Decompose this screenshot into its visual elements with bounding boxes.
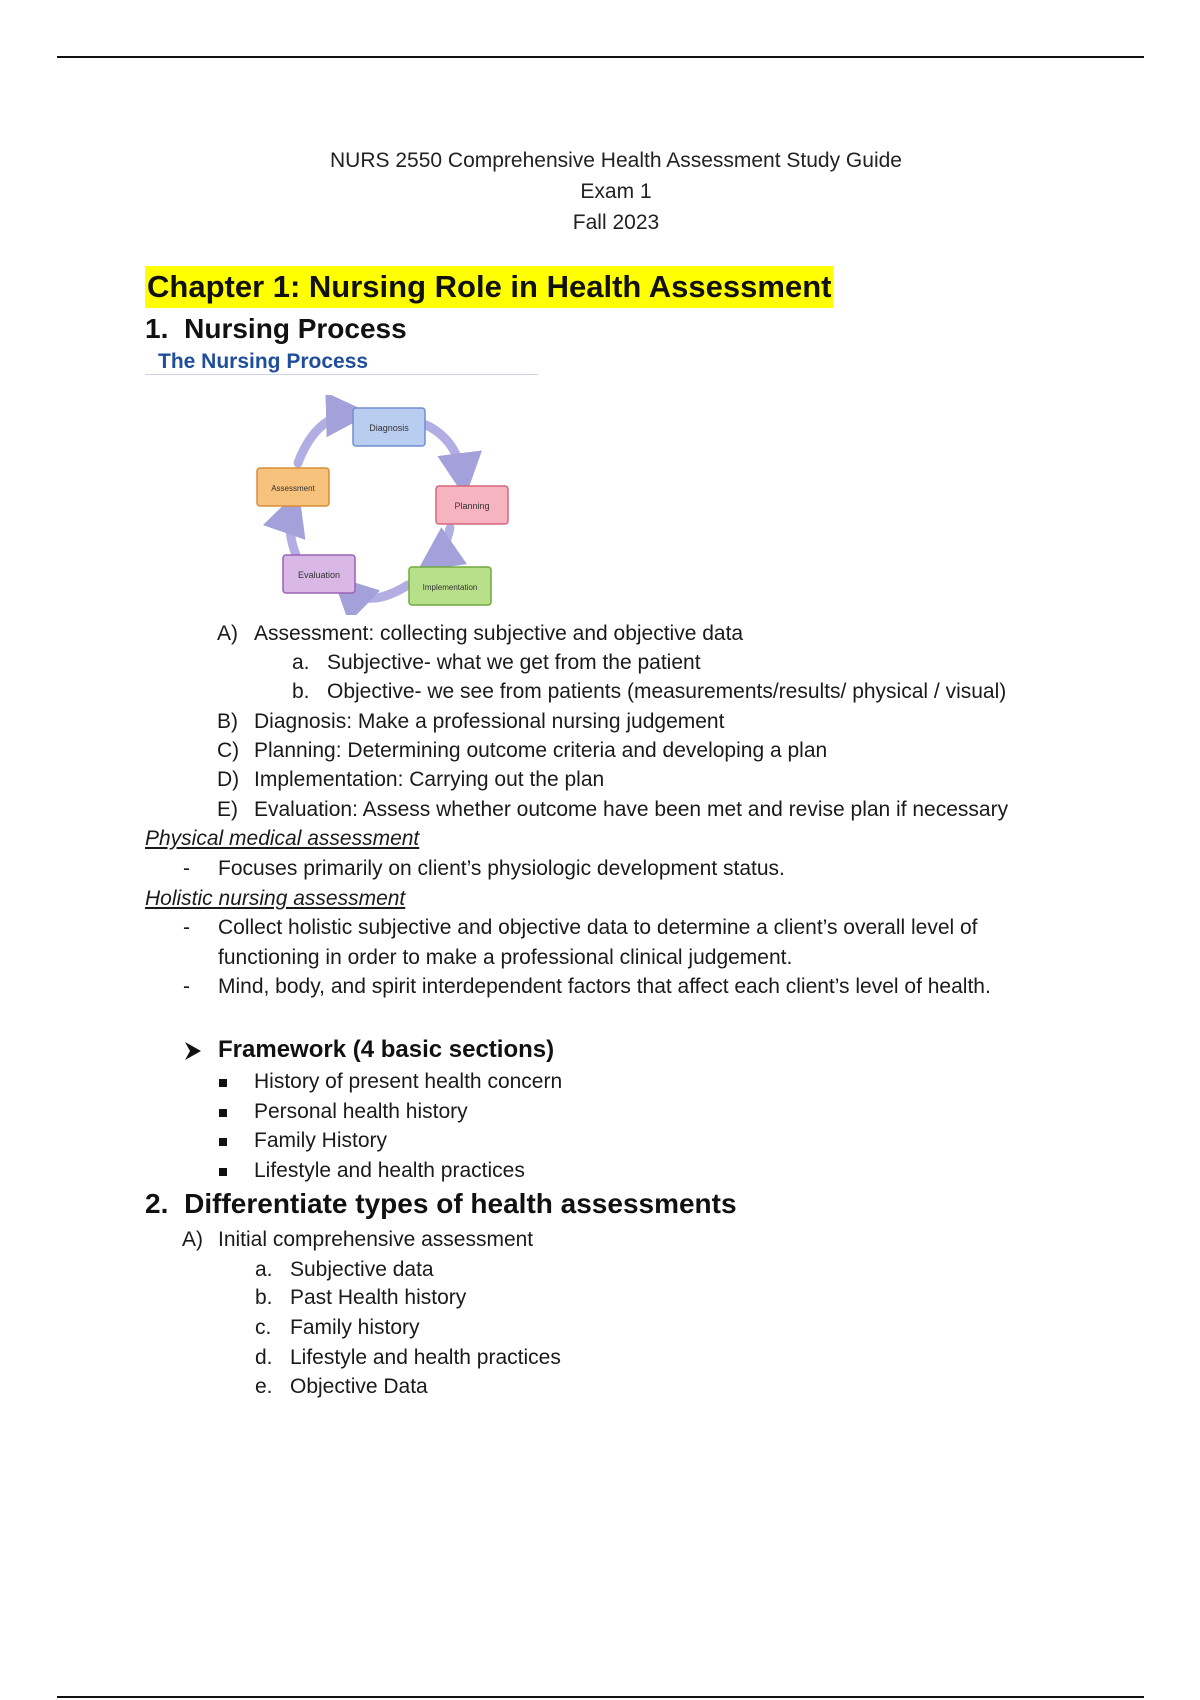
figure-title-rule [145, 374, 538, 375]
step-a-sub-a-text: Subjective- what we get from the patient [327, 651, 701, 674]
nursing-process-diagram [150, 395, 540, 615]
framework-item-text: Family History [254, 1129, 388, 1152]
arrow-assessment-to-diagnosis [298, 414, 353, 463]
framework-item-text: Lifestyle and health practices [254, 1159, 525, 1182]
dash-marker: - [183, 857, 190, 880]
square-bullet-icon [219, 1138, 227, 1146]
step-a [217, 622, 744, 646]
holistic-bullet-1 [183, 916, 978, 940]
node-planning [436, 486, 508, 524]
section-1-title: Nursing Process [184, 313, 407, 344]
header-exam: Exam 1 [580, 180, 652, 203]
node-diagnosis-label: Diagnosis [369, 423, 409, 433]
step-b-text: Diagnosis: Make a professional nursing judgement [254, 710, 725, 733]
bottom-rule [57, 1696, 1144, 1698]
top-rule [57, 56, 1144, 58]
section-2-subitem-marker: c. [255, 1316, 272, 1339]
square-bullet-icon [219, 1079, 227, 1087]
node-planning-label: Planning [454, 501, 490, 511]
dash-marker: - [183, 975, 190, 998]
section-2-subitem-text: Objective Data [290, 1375, 428, 1398]
step-e-marker: E) [217, 798, 238, 821]
step-b-marker: B) [217, 710, 238, 733]
node-assessment [257, 468, 329, 506]
header-term: Fall 2023 [572, 211, 660, 234]
holistic-bullet-2-text: Mind, body, and spirit interdependent factors that affect each client’s level of health. [218, 975, 991, 998]
step-a-sub-b-marker: b. [292, 680, 310, 703]
section-1-number: 1. [145, 313, 169, 344]
arrow-evaluation-to-assessment [290, 507, 298, 560]
section-2-subitem [255, 1258, 434, 1282]
arrow-planning-to-implementation [432, 528, 450, 561]
square-bullet-icon [219, 1168, 227, 1176]
document-header [0, 145, 1200, 238]
framework-item-text: Personal health history [254, 1100, 468, 1123]
section-1-heading [145, 313, 407, 345]
section-2-item-a-marker: A) [182, 1228, 203, 1251]
node-evaluation [283, 555, 355, 593]
section-2-subitem-text: Subjective data [290, 1258, 434, 1281]
dash-marker: - [183, 916, 190, 939]
step-b [217, 710, 725, 734]
node-implementation [409, 567, 491, 605]
arrow-diagnosis-to-planning [426, 425, 463, 480]
section-2-heading [145, 1188, 737, 1220]
framework-title: Framework (4 basic sections) [218, 1036, 555, 1063]
node-implementation-label: Implementation [422, 583, 478, 592]
holistic-bullet-1-line-1: Collect holistic subjective and objective data to determine a client’s overall level of [218, 916, 978, 939]
holistic-assessment-heading: Holistic nursing assessment [145, 887, 406, 910]
step-c [217, 739, 828, 763]
node-diagnosis [353, 408, 425, 446]
node-assessment-label: Assessment [271, 484, 315, 493]
section-2-subitem [255, 1316, 420, 1340]
figure-title: The Nursing Process [158, 350, 369, 373]
step-c-marker: C) [217, 739, 240, 762]
holistic-bullet-1-line-2: functioning in order to make a professional clinical judgement. [218, 946, 793, 969]
section-2-subitem-text: Family history [290, 1316, 420, 1339]
section-2-subitem-text: Past Health history [290, 1286, 467, 1309]
section-2-subitem-marker: e. [255, 1375, 273, 1398]
chapter-heading: Chapter 1: Nursing Role in Health Assessment [145, 266, 833, 308]
section-2-subitem [255, 1346, 561, 1370]
square-bullet-icon [219, 1109, 227, 1117]
physical-assessment-bullet [183, 857, 785, 881]
section-2-subitem-marker: d. [255, 1346, 273, 1369]
arrowhead-bullet-icon [183, 1040, 203, 1062]
section-2-subitem [255, 1375, 428, 1399]
physical-assessment-heading: Physical medical assessment [145, 827, 420, 850]
step-d-text: Implementation: Carrying out the plan [254, 768, 605, 791]
step-c-text: Planning: Determining outcome criteria and developing a plan [254, 739, 828, 762]
step-a-sub-a [292, 651, 701, 675]
section-2-item-a [182, 1228, 534, 1252]
step-a-sub-b [292, 680, 1007, 704]
framework-item-text: History of present health concern [254, 1070, 563, 1093]
step-a-text: Assessment: collecting subjective and objective data [254, 622, 744, 645]
header-course-title: NURS 2550 Comprehensive Health Assessment Study Guide [330, 149, 902, 172]
section-2-title: Differentiate types of health assessments [184, 1188, 737, 1219]
section-2-subitem [255, 1286, 467, 1310]
step-d-marker: D) [217, 768, 240, 791]
step-a-marker: A) [217, 622, 238, 645]
section-2-subitem-marker: b. [255, 1286, 273, 1309]
step-a-sub-a-marker: a. [292, 651, 310, 674]
step-e-text: Evaluation: Assess whether outcome have been met and revise plan if necessary [254, 798, 1009, 821]
section-2-subitem-marker: a. [255, 1258, 273, 1281]
step-e [217, 798, 1009, 822]
step-a-sub-b-text: Objective- we see from patients (measurements/results/ physical / visual) [327, 680, 1007, 703]
step-d [217, 768, 605, 792]
node-evaluation-label: Evaluation [297, 570, 341, 580]
holistic-bullet-2 [183, 975, 991, 999]
section-2-number: 2. [145, 1188, 169, 1219]
section-2-subitem-text: Lifestyle and health practices [290, 1346, 561, 1369]
physical-assessment-text: Focuses primarily on client’s physiologic development status. [218, 857, 785, 880]
section-2-item-a-text: Initial comprehensive assessment [218, 1228, 534, 1251]
